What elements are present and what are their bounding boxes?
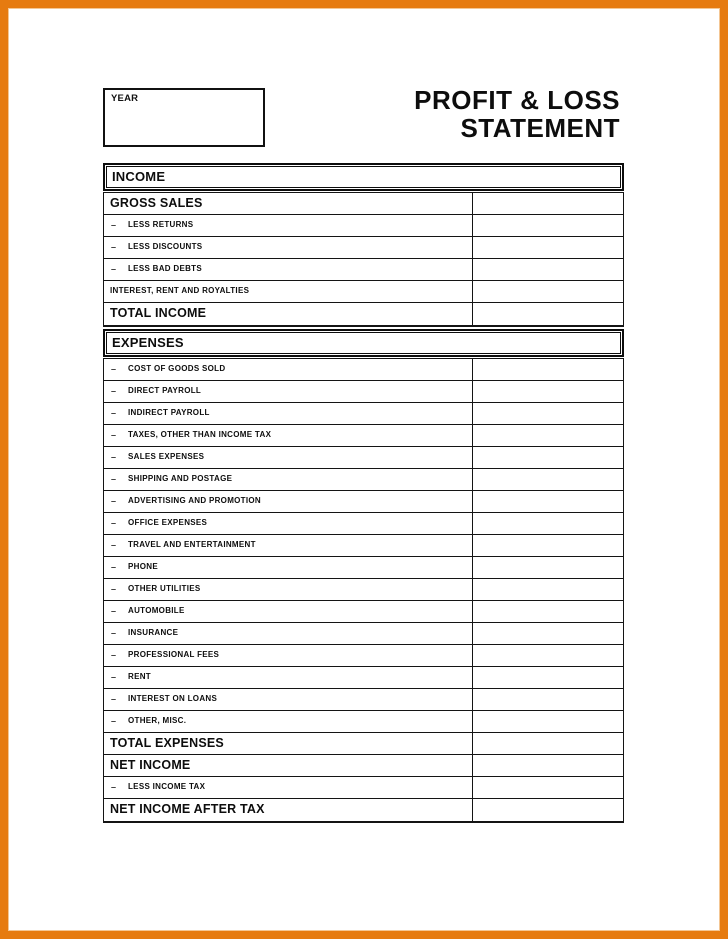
dash-marker: – (111, 716, 117, 726)
amount-cell[interactable] (473, 755, 623, 776)
row-label-cell (104, 689, 473, 710)
table-row (104, 623, 623, 645)
row-label-cell (104, 403, 473, 424)
amount-cell[interactable] (473, 733, 623, 754)
amount-cell[interactable] (473, 557, 623, 578)
dash-marker: – (111, 452, 117, 462)
dash-marker: – (111, 694, 117, 704)
dash-marker: – (111, 264, 117, 274)
row-label: INTEREST, RENT AND ROYALTIES (110, 286, 250, 295)
amount-cell[interactable] (473, 799, 623, 821)
amount-cell[interactable] (473, 215, 623, 236)
table-row (104, 425, 623, 447)
dash-marker: – (111, 628, 117, 638)
row-label: SHIPPING AND POSTAGE (128, 474, 233, 483)
dash-marker: – (111, 242, 117, 252)
row-label-cell (104, 281, 473, 302)
amount-cell[interactable] (473, 447, 623, 468)
row-label-cell (104, 799, 473, 821)
row-label: TOTAL EXPENSES (110, 736, 224, 750)
table-row (104, 689, 623, 711)
expenses-section-header (103, 329, 624, 357)
row-label: LESS DISCOUNTS (128, 242, 203, 251)
amount-cell[interactable] (473, 381, 623, 402)
row-label-cell (104, 733, 473, 754)
row-label-cell (104, 623, 473, 644)
row-label: TRAVEL AND ENTERTAINMENT (128, 540, 256, 549)
table-row (104, 799, 623, 821)
amount-cell[interactable] (473, 403, 623, 424)
row-label-cell (104, 557, 473, 578)
title-line-1: PROFIT & LOSS (414, 85, 620, 115)
expenses-header-label: EXPENSES (106, 332, 621, 354)
dash-marker: – (111, 408, 117, 418)
year-input-box[interactable] (103, 88, 265, 147)
table-row (104, 237, 623, 259)
row-label: INTEREST ON LOANS (128, 694, 218, 703)
row-label-cell (104, 259, 473, 280)
amount-cell[interactable] (473, 513, 623, 534)
table-row (104, 733, 623, 755)
row-label-cell (104, 469, 473, 490)
table-row (104, 469, 623, 491)
row-label: PHONE (128, 562, 158, 571)
dash-marker: – (111, 364, 117, 374)
dash-marker: – (111, 496, 117, 506)
row-label-cell (104, 755, 473, 776)
amount-cell[interactable] (473, 303, 623, 325)
year-label: YEAR (111, 93, 139, 104)
row-label-cell (104, 667, 473, 688)
row-label: LESS RETURNS (128, 220, 194, 229)
dash-marker: – (111, 606, 117, 616)
row-label: AUTOMOBILE (128, 606, 185, 615)
row-label: ADVERTISING AND PROMOTION (128, 496, 261, 505)
row-label: OFFICE EXPENSES (128, 518, 208, 527)
dash-marker: – (111, 220, 117, 230)
income-section-header (103, 163, 624, 191)
amount-cell[interactable] (473, 601, 623, 622)
table-row (104, 535, 623, 557)
profit-loss-form (103, 163, 624, 825)
table-row (104, 755, 623, 777)
amount-cell[interactable] (473, 469, 623, 490)
row-label: LESS BAD DEBTS (128, 264, 202, 273)
page-title (414, 86, 620, 142)
amount-cell[interactable] (473, 491, 623, 512)
amount-cell[interactable] (473, 689, 623, 710)
amount-cell[interactable] (473, 281, 623, 302)
dash-marker: – (111, 474, 117, 484)
table-row (104, 777, 623, 799)
row-label: DIRECT PAYROLL (128, 386, 202, 395)
table-row (104, 281, 623, 303)
table-row (104, 711, 623, 733)
table-row (104, 667, 623, 689)
amount-cell[interactable] (473, 579, 623, 600)
row-label-cell (104, 601, 473, 622)
row-label-cell (104, 777, 473, 798)
row-label: SALES EXPENSES (128, 452, 205, 461)
amount-cell[interactable] (473, 359, 623, 380)
row-label-cell (104, 513, 473, 534)
amount-cell[interactable] (473, 237, 623, 258)
table-row (104, 579, 623, 601)
amount-cell[interactable] (473, 535, 623, 556)
row-label-cell (104, 645, 473, 666)
row-label-cell (104, 303, 473, 325)
table-row (104, 557, 623, 579)
amount-cell[interactable] (473, 259, 623, 280)
table-row (104, 259, 623, 281)
row-label: INDIRECT PAYROLL (128, 408, 210, 417)
income-header-label: INCOME (106, 166, 621, 188)
row-label: TOTAL INCOME (110, 306, 207, 320)
row-label: OTHER UTILITIES (128, 584, 201, 593)
amount-cell[interactable] (473, 777, 623, 798)
expenses-table (103, 358, 624, 823)
title-line-2: STATEMENT (460, 113, 620, 143)
table-row (104, 513, 623, 535)
dash-marker: – (111, 650, 117, 660)
row-label: NET INCOME AFTER TAX (110, 802, 265, 816)
amount-cell[interactable] (473, 645, 623, 666)
amount-cell[interactable] (473, 425, 623, 446)
row-label: TAXES, OTHER THAN INCOME TAX (128, 430, 272, 439)
table-row (104, 193, 623, 215)
row-label-cell (104, 491, 473, 512)
row-label: NET INCOME (110, 758, 191, 772)
row-label-cell (104, 359, 473, 380)
row-label-cell (104, 579, 473, 600)
amount-cell[interactable] (473, 193, 623, 214)
table-row (104, 491, 623, 513)
dash-marker: – (111, 782, 117, 792)
row-label: RENT (128, 672, 151, 681)
dash-marker: – (111, 540, 117, 550)
dash-marker: – (111, 562, 117, 572)
table-row (104, 601, 623, 623)
row-label: LESS INCOME TAX (128, 782, 206, 791)
income-table (103, 192, 624, 327)
row-label-cell (104, 425, 473, 446)
table-row (104, 215, 623, 237)
amount-cell[interactable] (473, 667, 623, 688)
amount-cell[interactable] (473, 711, 623, 732)
row-label-cell (104, 237, 473, 258)
row-label: COST OF GOODS SOLD (128, 364, 226, 373)
row-label-cell (104, 381, 473, 402)
table-row (104, 403, 623, 425)
table-row (104, 303, 623, 325)
amount-cell[interactable] (473, 623, 623, 644)
table-row (104, 645, 623, 667)
row-label-cell (104, 535, 473, 556)
table-row (104, 359, 623, 381)
row-label: GROSS SALES (110, 196, 203, 210)
dash-marker: – (111, 386, 117, 396)
dash-marker: – (111, 672, 117, 682)
row-label: OTHER, MISC. (128, 716, 187, 725)
table-row (104, 447, 623, 469)
dash-marker: – (111, 430, 117, 440)
row-label-cell (104, 711, 473, 732)
dash-marker: – (111, 584, 117, 594)
row-label-cell (104, 215, 473, 236)
row-label-cell (104, 193, 473, 214)
row-label-cell (104, 447, 473, 468)
row-label: PROFESSIONAL FEES (128, 650, 220, 659)
dash-marker: – (111, 518, 117, 528)
row-label: INSURANCE (128, 628, 179, 637)
table-row (104, 381, 623, 403)
